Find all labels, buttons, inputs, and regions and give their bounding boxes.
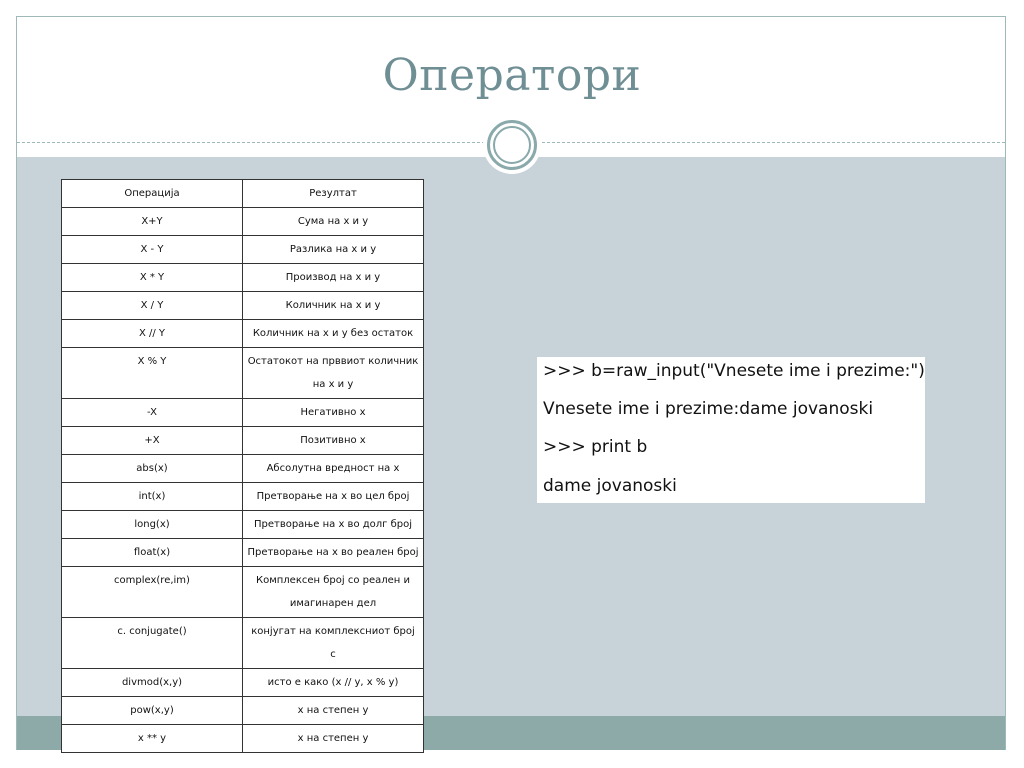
operation-cell: float(x) — [62, 539, 243, 567]
table-row — [62, 567, 424, 618]
header-result: Резултат — [243, 180, 424, 208]
result-cell: Разлика на x и y — [243, 236, 424, 264]
result-cell: Производ на x и y — [243, 264, 424, 292]
result-cell: Количник на x и y без остаток — [243, 320, 424, 348]
operation-cell: X // Y — [62, 320, 243, 348]
table-row — [62, 618, 424, 669]
result-cell: Абсолутна вредност на x — [243, 455, 424, 483]
operation-cell: long(x) — [62, 511, 243, 539]
operation-cell: abs(x) — [62, 455, 243, 483]
result-cell: исто е како (x // y, x % y) — [243, 669, 424, 697]
code-line: >>> print b — [543, 437, 648, 457]
result-cell: Комплексен број со реален и имагинарен дел — [243, 567, 424, 618]
operation-cell: int(x) — [62, 483, 243, 511]
table-row — [62, 399, 424, 427]
operation-cell: -X — [62, 399, 243, 427]
result-cell: x на степен y — [243, 697, 424, 725]
table-row — [62, 427, 424, 455]
code-line: Vnesete ime i prezime:dame jovanoski — [543, 399, 874, 419]
operation-cell: c. conjugate() — [62, 618, 243, 669]
table-row — [62, 697, 424, 725]
table-row — [62, 208, 424, 236]
result-cell: x на степен y — [243, 725, 424, 753]
code-panel — [537, 357, 925, 503]
table-row — [62, 511, 424, 539]
table-row — [62, 264, 424, 292]
table-row — [62, 669, 424, 697]
operation-cell: pow(x,y) — [62, 697, 243, 725]
operation-cell: x ** y — [62, 725, 243, 753]
operation-cell: X % Y — [62, 348, 243, 399]
operation-cell: X+Y — [62, 208, 243, 236]
operation-cell: X / Y — [62, 292, 243, 320]
header-operation: Операција — [62, 180, 243, 208]
result-cell: Негативно x — [243, 399, 424, 427]
code-line: dame jovanoski — [543, 476, 677, 496]
operation-cell: +X — [62, 427, 243, 455]
result-cell: Претворање на x во реален број — [243, 539, 424, 567]
table-row — [62, 455, 424, 483]
table-row — [62, 236, 424, 264]
table-row — [62, 725, 424, 753]
table-row — [62, 483, 424, 511]
result-cell: Позитивно x — [243, 427, 424, 455]
operators-table — [61, 179, 424, 753]
table-header-row — [62, 180, 424, 208]
operation-cell: divmod(x,y) — [62, 669, 243, 697]
result-cell: Остатокот на прввиот количник на x и y — [243, 348, 424, 399]
result-cell: конјугат на комплексниот број c — [243, 618, 424, 669]
operation-cell: X - Y — [62, 236, 243, 264]
result-cell: Сума на x и y — [243, 208, 424, 236]
ornament-inner-ring — [493, 126, 531, 164]
operation-cell: X * Y — [62, 264, 243, 292]
table-row — [62, 539, 424, 567]
slide-title: Оператори — [382, 50, 642, 101]
code-line: >>> b=raw_input("Vnesete ime i prezime:") — [543, 361, 925, 381]
operation-cell: complex(re,im) — [62, 567, 243, 618]
result-cell: Претворање на x во цел број — [243, 483, 424, 511]
table-row — [62, 292, 424, 320]
table-row — [62, 348, 424, 399]
table-row — [62, 320, 424, 348]
result-cell: Претворање на x во долг број — [243, 511, 424, 539]
result-cell: Количник на x и y — [243, 292, 424, 320]
